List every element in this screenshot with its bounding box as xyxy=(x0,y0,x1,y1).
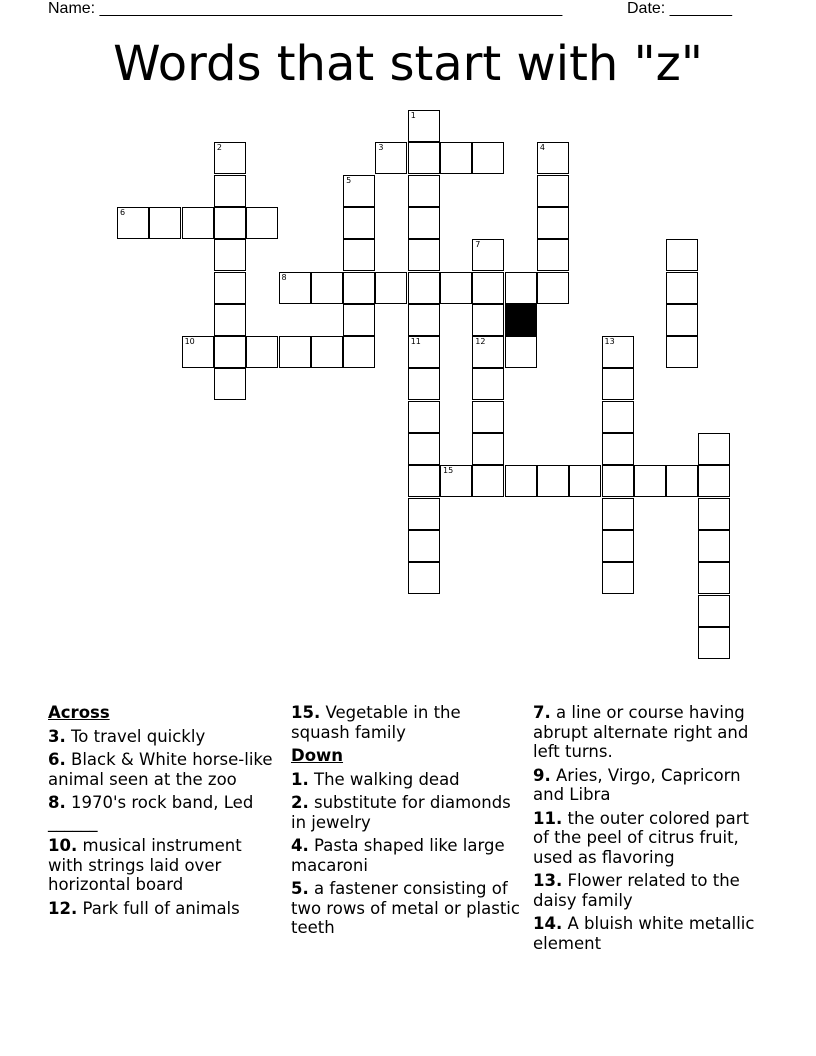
clue-down-11: 11. the outer colored part of the peel of citrus fruit, used as flavoring xyxy=(533,808,749,867)
clue-number: 7 xyxy=(475,240,481,250)
grid-cell[interactable] xyxy=(214,336,246,368)
grid-cell[interactable] xyxy=(408,336,440,368)
grid-cell[interactable] xyxy=(698,498,730,530)
grid-cell[interactable] xyxy=(666,304,698,336)
grid-cell[interactable] xyxy=(472,368,504,400)
grid-cell[interactable] xyxy=(343,272,375,304)
grid-cell[interactable] xyxy=(698,595,730,627)
clue-across-3: 3. To travel quickly xyxy=(48,726,206,746)
grid-cell[interactable] xyxy=(698,433,730,465)
grid-cell[interactable] xyxy=(698,465,730,497)
grid-cell[interactable] xyxy=(214,239,246,271)
clue-number: 12 xyxy=(475,337,486,347)
grid-cell[interactable] xyxy=(472,336,504,368)
grid-cell[interactable] xyxy=(440,142,472,174)
clue-number: 2 xyxy=(216,143,222,153)
grid-cell[interactable] xyxy=(537,142,569,174)
grid-cell[interactable] xyxy=(666,272,698,304)
grid-cell[interactable] xyxy=(537,207,569,239)
clue-number: 5 xyxy=(346,175,352,185)
grid-cell[interactable] xyxy=(408,368,440,400)
grid-cell[interactable] xyxy=(214,175,246,207)
clue-down-13: 13. Flower related to the daisy family xyxy=(533,871,740,910)
grid-cell[interactable] xyxy=(408,239,440,271)
grid-cell[interactable] xyxy=(214,207,246,239)
grid-cell[interactable] xyxy=(408,498,440,530)
grid-cell[interactable] xyxy=(408,465,440,497)
clues-column-3 xyxy=(533,703,768,957)
clue-number: 6 xyxy=(120,207,126,217)
grid-cell[interactable] xyxy=(408,175,440,207)
clue-across-12: 12. Park full of animals xyxy=(48,898,240,918)
clue-number: 1 xyxy=(410,111,416,120)
clue-number: 15 xyxy=(443,466,454,476)
grid-cell[interactable] xyxy=(602,401,634,433)
clue-number: 11 xyxy=(410,337,421,347)
grid-cell[interactable] xyxy=(440,465,472,497)
name-field-label: Name: ____________________________________________________ xyxy=(48,0,563,17)
grid-cell[interactable] xyxy=(602,562,634,594)
grid-cell[interactable] xyxy=(311,272,343,304)
clue-down-9: 9. Aries, Virgo, Capricorn and Libra xyxy=(533,765,741,804)
grid-cell[interactable] xyxy=(182,207,214,239)
grid-cell[interactable] xyxy=(505,336,537,368)
grid-cell[interactable] xyxy=(408,207,440,239)
grid-cell[interactable] xyxy=(472,433,504,465)
grid-cell[interactable] xyxy=(408,110,440,142)
clue-number: 3 xyxy=(378,143,384,153)
grid-cell[interactable] xyxy=(537,272,569,304)
grid-cell[interactable] xyxy=(246,336,278,368)
clues-column-2 xyxy=(291,703,523,942)
grid-cell[interactable] xyxy=(408,142,440,174)
grid-cell[interactable] xyxy=(666,239,698,271)
grid-cell[interactable] xyxy=(698,627,730,659)
grid-cell[interactable] xyxy=(602,433,634,465)
grid-cell[interactable] xyxy=(472,401,504,433)
grid-cell[interactable] xyxy=(472,142,504,174)
grid-cell[interactable] xyxy=(472,465,504,497)
clue-down-14: 14. A bluish white metallic element xyxy=(533,914,755,953)
grid-cell[interactable] xyxy=(214,272,246,304)
grid-cell[interactable] xyxy=(602,530,634,562)
grid-cell[interactable] xyxy=(472,272,504,304)
clue-across-8: 8. 1970's rock band, Led ______ xyxy=(48,793,254,832)
grid-cell[interactable] xyxy=(375,272,407,304)
grid-cell[interactable] xyxy=(666,465,698,497)
clue-across-6: 6. Black & White horse-like animal seen at the zoo xyxy=(48,750,273,789)
clue-down-2: 2. substitute for diamonds in jewelry xyxy=(291,793,511,832)
grid-cell[interactable] xyxy=(408,401,440,433)
across-heading: Across xyxy=(48,703,110,722)
clues-column-1 xyxy=(48,703,280,922)
grid-cell[interactable] xyxy=(505,272,537,304)
black-square xyxy=(505,304,537,336)
grid-cell[interactable] xyxy=(408,433,440,465)
grid-cell[interactable] xyxy=(343,304,375,336)
grid-cell[interactable] xyxy=(149,207,181,239)
date-field-label: Date: _______ xyxy=(627,0,732,17)
grid-cell[interactable] xyxy=(602,336,634,368)
grid-cell[interactable] xyxy=(472,239,504,271)
grid-cell[interactable] xyxy=(408,272,440,304)
grid-cell[interactable] xyxy=(505,465,537,497)
grid-cell[interactable] xyxy=(343,175,375,207)
grid-cell[interactable] xyxy=(375,142,407,174)
clue-down-1: 1. The walking dead xyxy=(291,769,460,789)
clue-across-10: 10. musical instrument with strings laid over horizontal board xyxy=(48,836,242,894)
grid-cell[interactable] xyxy=(311,336,343,368)
grid-cell[interactable] xyxy=(279,272,311,304)
grid-cell[interactable] xyxy=(698,530,730,562)
page-title: Words that start with "z" xyxy=(113,36,703,92)
grid-cell[interactable] xyxy=(182,336,214,368)
clue-number: 10 xyxy=(184,337,195,347)
grid-cell[interactable] xyxy=(698,562,730,594)
grid-cell[interactable] xyxy=(569,465,601,497)
clue-number: 4 xyxy=(539,143,545,153)
down-heading: Down xyxy=(291,746,344,765)
grid-cell[interactable] xyxy=(634,465,666,497)
grid-cell[interactable] xyxy=(343,239,375,271)
grid-cell[interactable] xyxy=(408,304,440,336)
grid-cell[interactable] xyxy=(246,207,278,239)
grid-cell[interactable] xyxy=(117,207,149,239)
grid-cell[interactable] xyxy=(279,336,311,368)
grid-cell[interactable] xyxy=(440,272,472,304)
grid-cell[interactable] xyxy=(602,498,634,530)
clue-number: 8 xyxy=(281,272,287,282)
grid-cell[interactable] xyxy=(214,142,246,174)
grid-cell[interactable] xyxy=(537,175,569,207)
grid-cell[interactable] xyxy=(472,304,504,336)
clue-across-15: 15. Vegetable in the squash family xyxy=(291,703,461,742)
grid-cell[interactable] xyxy=(537,465,569,497)
grid-cell[interactable] xyxy=(343,207,375,239)
grid-cell[interactable] xyxy=(666,336,698,368)
clue-down-7: 7. a line or course having abrupt alternate right and left turns. xyxy=(533,703,749,761)
clue-down-5: 5. a fastener consisting of two rows of metal or plastic teeth xyxy=(291,879,520,937)
grid-cell[interactable] xyxy=(214,368,246,400)
grid-cell[interactable] xyxy=(602,368,634,400)
grid-cell[interactable] xyxy=(408,562,440,594)
clue-down-4: 4. Pasta shaped like large macaroni xyxy=(291,836,505,875)
grid-cell[interactable] xyxy=(602,465,634,497)
grid-cell[interactable] xyxy=(214,304,246,336)
grid-cell[interactable] xyxy=(343,336,375,368)
clue-number: 13 xyxy=(604,337,615,347)
grid-cell[interactable] xyxy=(408,530,440,562)
grid-cell[interactable] xyxy=(537,239,569,271)
